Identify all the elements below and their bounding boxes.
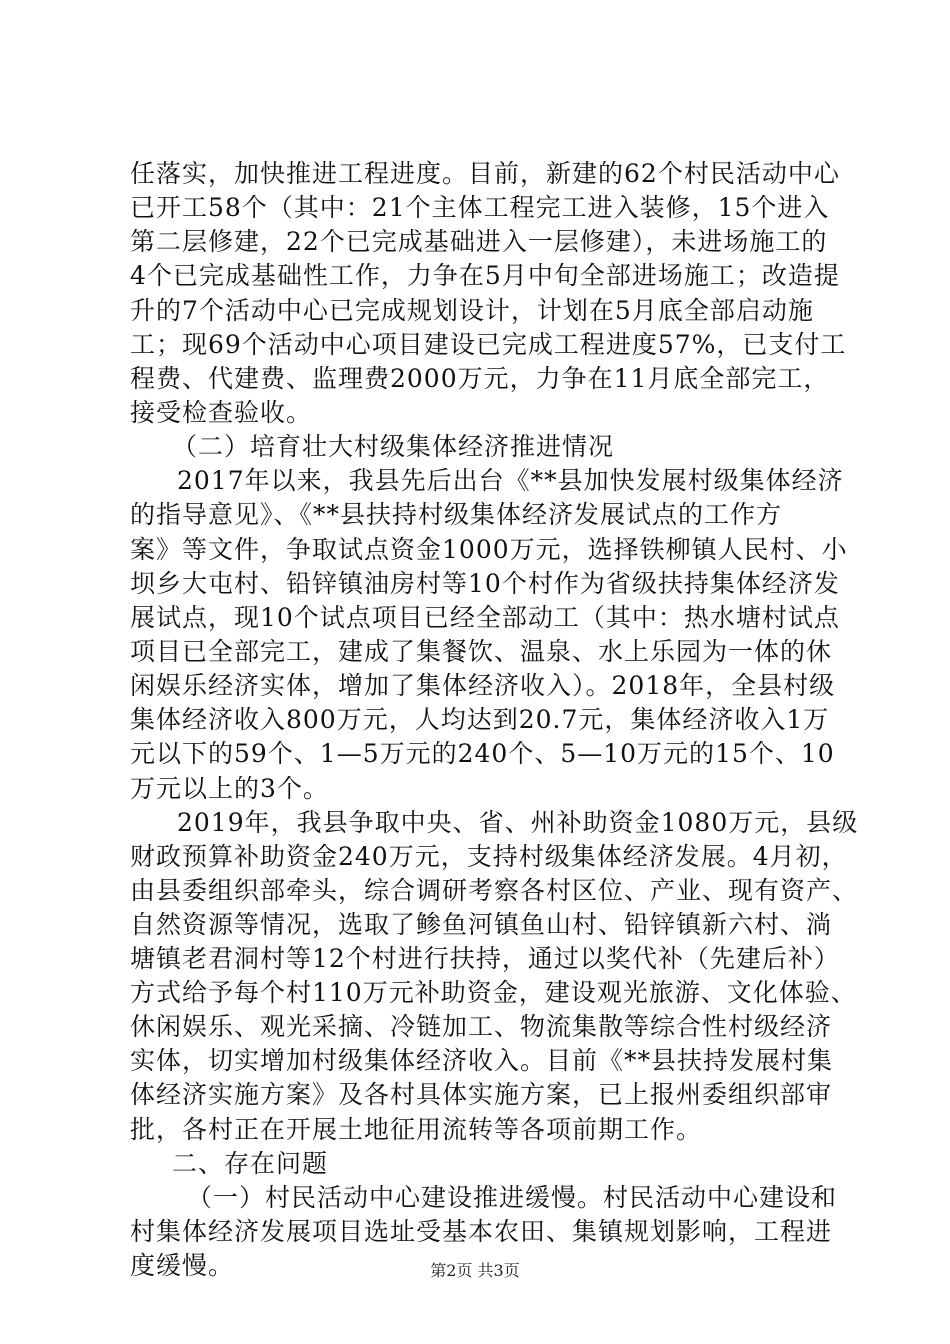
text-line: 项目已全部完工，建成了集餐饮、温泉、水上乐园为一体的休: [130, 637, 833, 666]
text-line: 程费、代建费、监理费2000万元，力争在11月底全部完工，: [130, 364, 830, 393]
page-footer: 第2页 共3页: [430, 1261, 520, 1280]
text-line: 村集体经济发展项目选址受基本农田、集镇规划影响，工程进: [130, 1217, 833, 1246]
text-line: 休闲娱乐、观光采摘、冷链加工、物流集散等综合性村级经济: [130, 1012, 833, 1041]
text-line: 4个已完成基础性工作，力争在5月中旬全部进场施工；改造提: [130, 261, 840, 290]
text-line: 自然资源等情况，选取了鲹鱼河镇鱼山村、铅锌镇新六村、淌: [130, 910, 833, 939]
text-line: 方式给予每个村110万元补助资金，建设观光旅游、文化体验、: [130, 978, 857, 1007]
text-line: 元以下的59个、1—5万元的240个、5—10万元的15个、10: [130, 739, 835, 768]
text-line: 集体经济收入800万元，人均达到20.7元，集体经济收入1万: [130, 705, 830, 734]
text-line: 工；现69个活动中心项目建设已完成工程进度57%，已支付工: [130, 330, 847, 359]
text-line: 体经济实施方案》及各村具体实施方案，已上报州委组织部审: [130, 1080, 833, 1109]
text-line: 第二层修建，22个已完成基础进入一层修建），未进场施工的: [130, 227, 828, 256]
text-line: （二）培育壮大村级集体经济推进情况: [172, 432, 615, 461]
text-line: 2017年以来，我县先后出台《**县加快发展村级集体经济: [177, 466, 844, 495]
text-line: 2019年，我县争取中央、省、州补助资金1080万元，县级: [177, 808, 859, 837]
text-line: 任落实，加快推进工程进度。目前，新建的62个村民活动中心: [130, 159, 840, 188]
text-line: 案》等文件，争取试点资金1000万元，选择铁柳镇人民村、小: [130, 535, 848, 564]
text-line: 二、存在问题: [172, 1149, 329, 1178]
text-line: 批，各村正在开展土地征用流转等各项前期工作。: [130, 1115, 703, 1144]
text-line: 实体，切实增加村级集体经济收入。目前《**县扶持发展村集: [130, 1046, 834, 1075]
text-line: （一）村民活动中心建设推进缓慢。村民活动中心建设和: [187, 1183, 838, 1212]
text-line: 接受检查验收。: [130, 398, 313, 427]
text-line: 已开工58个（其中：21个主体工程完工进入装修，15个进入: [130, 193, 830, 222]
text-line: 万元以上的3个。: [130, 774, 329, 803]
text-line: 由县委组织部牵头，综合调研考察各村区位、产业、现有资产、: [130, 876, 859, 905]
text-line: 闲娱乐经济实体，增加了集体经济收入）。2018年，全县村级: [130, 671, 836, 700]
text-line: 度缓慢。: [130, 1251, 235, 1280]
text-line: 坝乡大屯村、铅锌镇油房村等10个村作为省级扶持集体经济发: [130, 569, 840, 598]
text-line: 财政预算补助资金240万元，支持村级集体经济发展。4月初，: [130, 842, 848, 871]
text-line: 展试点，现10个试点项目已经全部动工（其中：热水塘村试点: [130, 603, 840, 632]
text-line: 塘镇老君洞村等12个村进行扶持，通过以奖代补（先建后补）: [130, 944, 840, 973]
text-line: 升的7个活动中心已完成规划设计，计划在5月底全部启动施: [130, 296, 814, 325]
text-line: 的指导意见》、《**县扶持村级集体经济发展试点的工作方: [130, 500, 783, 529]
